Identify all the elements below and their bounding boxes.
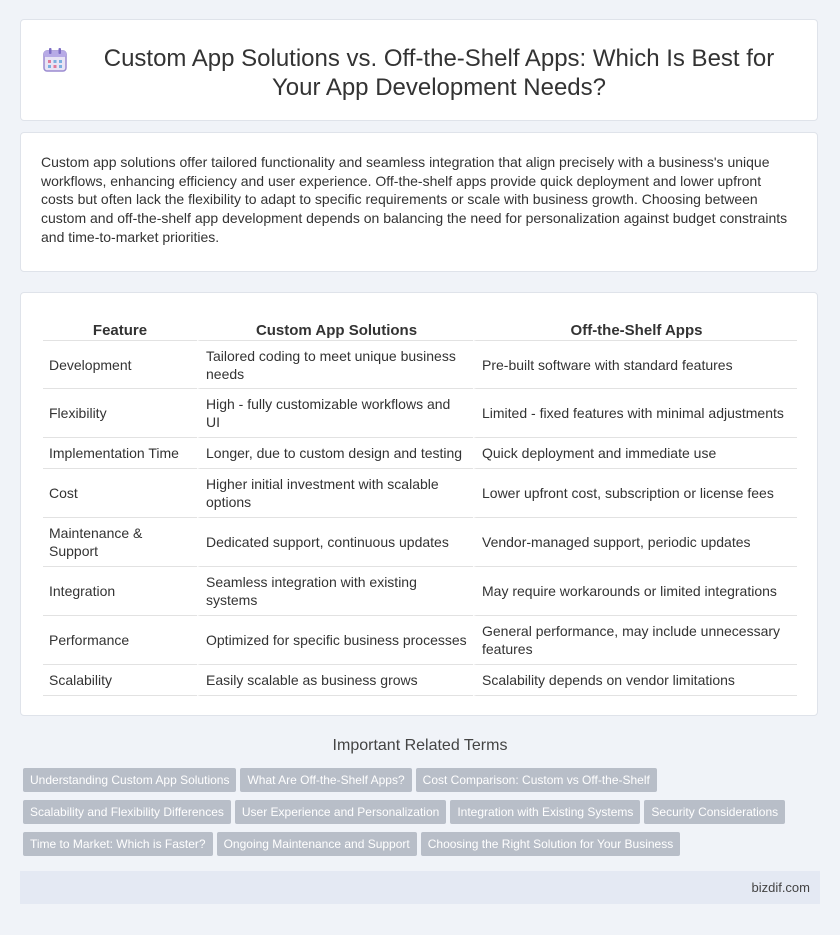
feature-cell: Implementation Time [43, 438, 197, 469]
custom-cell: Longer, due to custom design and testing [197, 438, 473, 469]
custom-cell: Optimized for specific business processes [197, 616, 473, 665]
custom-cell: Seamless integration with existing systems [197, 567, 473, 616]
feature-cell: Scalability [43, 665, 197, 696]
off-the-shelf-cell: General performance, may include unnecessary features [473, 616, 797, 665]
related-tag[interactable]: User Experience and Personalization [235, 800, 446, 824]
table-row [43, 389, 797, 438]
feature-cell: Maintenance & Support [43, 518, 197, 567]
related-tag[interactable]: Scalability and Flexibility Differences [23, 800, 231, 824]
feature-cell: Development [43, 341, 197, 389]
off-the-shelf-cell: Quick deployment and immediate use [473, 438, 797, 469]
feature-cell: Cost [43, 469, 197, 518]
feature-cell: Flexibility [43, 389, 197, 438]
related-terms-heading: Important Related Terms [332, 737, 508, 754]
table-row [43, 567, 797, 616]
related-tag[interactable]: Cost Comparison: Custom vs Off-the-Shelf [416, 768, 657, 792]
related-tag[interactable]: What Are Off-the-Shelf Apps? [240, 768, 411, 792]
related-tag[interactable]: Understanding Custom App Solutions [23, 768, 236, 792]
off-the-shelf-cell: Vendor-managed support, periodic updates [473, 518, 797, 567]
related-tag[interactable]: Integration with Existing Systems [450, 800, 640, 824]
off-the-shelf-cell: Limited - fixed features with minimal adjustments [473, 389, 797, 438]
header-custom: Custom App Solutions [197, 313, 473, 341]
table-row [43, 469, 797, 518]
related-tag[interactable]: Ongoing Maintenance and Support [217, 832, 417, 856]
custom-cell: Easily scalable as business grows [197, 665, 473, 696]
custom-cell: Higher initial investment with scalable options [197, 469, 473, 518]
related-tag[interactable]: Time to Market: Which is Faster? [23, 832, 213, 856]
related-tag[interactable]: Security Considerations [644, 800, 785, 824]
related-tag[interactable]: Choosing the Right Solution for Your Business [421, 832, 681, 856]
title-card [20, 19, 818, 121]
footer [20, 871, 820, 904]
calendar-icon [41, 46, 69, 74]
custom-cell: Tailored coding to meet unique business needs [197, 341, 473, 389]
header-feature: Feature [43, 313, 197, 341]
off-the-shelf-cell: Scalability depends on vendor limitations [473, 665, 797, 696]
table-header-row [43, 313, 797, 341]
table-row [43, 665, 797, 696]
table-row [43, 616, 797, 665]
intro-card [20, 132, 818, 272]
feature-cell: Performance [43, 616, 197, 665]
comparison-table [43, 313, 797, 696]
footer-site-link[interactable]: bizdif.com [751, 880, 810, 895]
table-row [43, 341, 797, 389]
comparison-card [20, 292, 818, 716]
related-tags [23, 768, 813, 864]
intro-paragraph: Custom app solutions offer tailored functionality and seamless integration that align precisely with a business's unique workflows, enhancing efficiency and user experience. Off-the-shelf apps provide quick deployment and lower upfront costs but often lack the flexibility to adapt to specific requirements or scale with business growth. Choosing between custom and off-the-shelf app development depends on balancing the need for personalization against budget constraints and time-to-market priorities. [41, 154, 788, 245]
custom-cell: High - fully customizable workflows and UI [197, 389, 473, 438]
table-row [43, 518, 797, 567]
custom-cell: Dedicated support, continuous updates [197, 518, 473, 567]
off-the-shelf-cell: Pre-built software with standard features [473, 341, 797, 389]
off-the-shelf-cell: May require workarounds or limited integrations [473, 567, 797, 616]
header-off-the-shelf: Off-the-Shelf Apps [473, 313, 797, 341]
feature-cell: Integration [43, 567, 197, 616]
page-title: Custom App Solutions vs. Off-the-Shelf Apps: Which Is Best for Your App Development Needs? [103, 45, 775, 101]
off-the-shelf-cell: Lower upfront cost, subscription or license fees [473, 469, 797, 518]
table-row [43, 438, 797, 469]
